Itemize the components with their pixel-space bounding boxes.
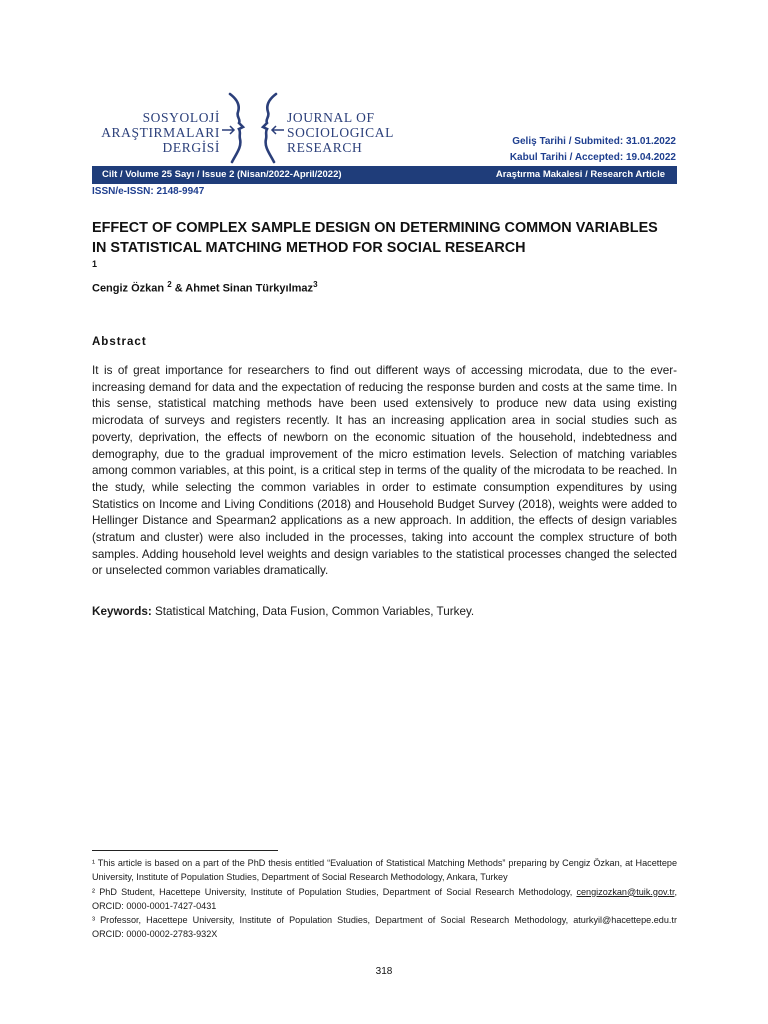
author-name: Ahmet Sinan Türkyılmaz xyxy=(185,282,314,295)
footnote-2 xyxy=(92,885,677,914)
author-separator: & xyxy=(174,282,186,295)
footnote-2-text: ² PhD Student, Hacettepe University, Institute of Population Studies, Department of Social Research Methodology, xyxy=(92,886,577,897)
journal-name-english xyxy=(287,110,427,155)
abstract-text: It is of great importance for researchers to find out different ways of accessing microdata, due to the ever-increasing demand for data and the expectation of reducing the response burden and costs at the same time. In this sense, statistical matching methods have been used extensively to produce new data using existing microdata of surveys and registers recently. It has an increasing application area in social studies such as poverty, deprivation, the effects of newborn on the economic situation of the household, indebtedness and demography, due to the gradual improvement of the micro estimation levels. Selection of matching variables among common variables, at this point, is a critical step in terms of the quality of the microdata to be reached. In the study, while selecting the common variables in order to estimate consumption expenditures by using Statistics on Income and Living Conditions (2018) and Household Budget Survey (2018), weights were added to Hellinger Distance and Spearman2 applications as a new approach. In addition, the effects of design variables (stratum and cluster) were also included in the processes, taking into account the complex structure of both samples. Adding household level weights and design variables to the statistical processes changed the selected or unselected common variables dramatically. xyxy=(92,364,677,578)
article-dates xyxy=(510,134,676,166)
footnote-divider xyxy=(92,850,278,851)
footnote-1: ¹ This article is based on a part of the PhD thesis entitled “Evaluation of Statistical Matching Methods” preparing by Cengiz Özkan, at Hacettepe University, Institute of Population Studies, Department of Social Research Methodology, Ankara, Turkey xyxy=(92,858,677,883)
journal-name-tr-line: SOSYOLOJİ xyxy=(142,110,220,125)
title-line: IN STATISTICAL MATCHING METHOD FOR SOCIAL RESEARCH xyxy=(92,240,526,256)
volume-bar xyxy=(92,166,677,184)
keywords xyxy=(92,605,474,618)
author-footnote-marker: 2 xyxy=(167,280,172,289)
journal-name-tr-line: DERGİSİ xyxy=(162,140,220,155)
article-type: Araştırma Makalesi / Research Article xyxy=(495,169,665,180)
author-footnote-marker: 3 xyxy=(313,280,318,289)
page-number: 318 xyxy=(375,966,393,977)
keywords-text: Statistical Matching, Data Fusion, Common Variables, Turkey. xyxy=(151,605,475,618)
footnote-3: ³ Professor, Hacettepe University, Institute of Population Studies, Department of Social Research Methodology, aturkyil@hacettepe.edu.tr ORCID: 0000-0002-2783-932X xyxy=(92,915,677,940)
journal-name-tr-line: ARAŞTIRMALARI xyxy=(101,125,220,140)
journal-name-en-line: SOCIOLOGICAL xyxy=(287,125,394,140)
journal-name-en-line: JOURNAL OF xyxy=(287,110,375,125)
submitted-date: Geliş Tarihi / Submited: 31.01.2022 xyxy=(512,136,676,147)
issn: ISSN/e-ISSN: 2148-9947 xyxy=(92,186,205,197)
journal-name-turkish xyxy=(92,110,220,155)
title-footnote-marker: 1 xyxy=(92,259,98,269)
abstract-heading: Abstract xyxy=(92,336,147,348)
journal-logo-faces-icon xyxy=(220,92,286,164)
volume-issue: Cilt / Volume 25 Sayı / Issue 2 (Nisan/2022-April/2022) xyxy=(102,169,342,180)
author-name: Cengiz Özkan xyxy=(92,282,165,295)
article-title xyxy=(92,218,682,258)
author-email-link[interactable]: cengizozkan@tuik.gov.tr xyxy=(576,886,675,897)
authors xyxy=(92,280,318,295)
accepted-date: Kabul Tarihi / Accepted: 19.04.2022 xyxy=(509,152,676,163)
journal-name-en-line: RESEARCH xyxy=(287,140,363,155)
title-line: EFFECT OF COMPLEX SAMPLE DESIGN ON DETERMINING COMMON VARIABLES xyxy=(92,220,658,236)
footnotes xyxy=(92,856,677,942)
footnote-2-orcid: , ORCID: 0000-0001-7427-0431 xyxy=(92,886,677,911)
keywords-label: Keywords: xyxy=(92,605,152,618)
